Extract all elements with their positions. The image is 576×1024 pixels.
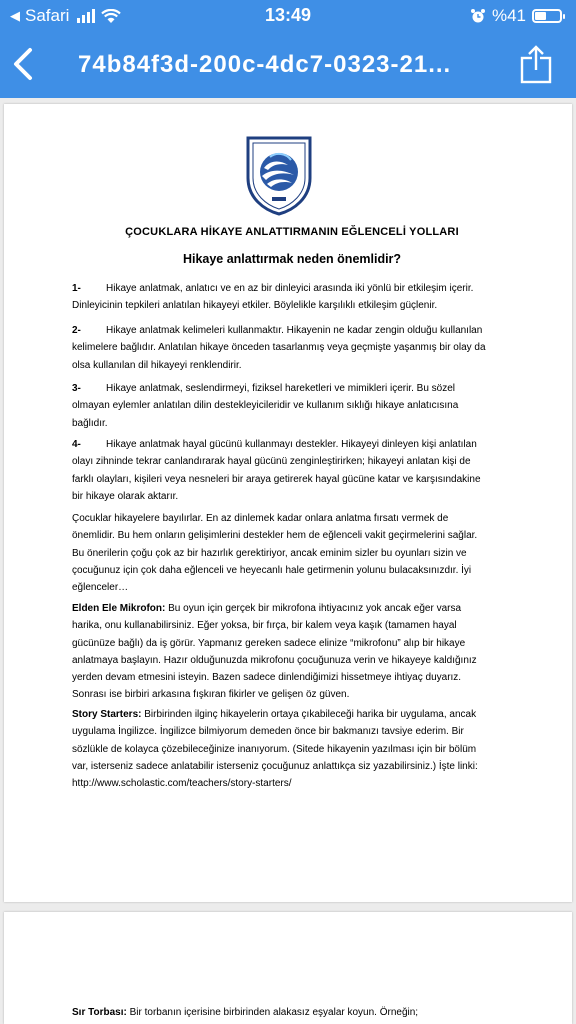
item-line: kelimelere bağlıdır. Anlatılan hikaye önceden tasarlanmış veya geçmişte yaşanmış bir olay da [72, 342, 486, 354]
paragraph-line: Birbirinden ilginç hikayelerin ortaya çıkabileceği harika bir uygulama, ancak [141, 709, 477, 720]
story-starters-link[interactable]: http://www.scholastic.com/teachers/story-starters/ [72, 778, 292, 790]
back-to-app-icon[interactable]: ◀ [10, 8, 20, 23]
reason-item-3 [72, 380, 512, 432]
paragraph-line: harika, onu kullanabilirsiniz. Eğer yoksa, bir fırça, bir kalem veya kaşık (tamamen hayal [72, 620, 457, 632]
item-line: Hikaye anlatmak kelimeleri kullanmaktır. Hikayenin ne kadar zengin olduğu kullanılan [106, 325, 483, 336]
mikrofon-paragraph [72, 600, 512, 704]
paragraph-line: önemlidir. Bu hem onların gelişimlerini destekler hem de eğlenceli vakit geçirmelerini sağlar. [72, 530, 478, 542]
paragraph-line: anlatmaya başlayın. Hazır olduğunuzda mikrofonu çocuğunuza verin ve hikayeye kaldığınız [72, 654, 477, 666]
item-line: Hikaye anlatmak, anlatıcı ve en az bir dinleyici arasında iki yönlü bir etkileşim içerir. [106, 283, 474, 294]
item-line: olmayan eylemler anlatılan dilin destekleyicileridir ve kullanım sıklığı hikaye anlatıcısına [72, 400, 459, 412]
intro-paragraph [72, 510, 512, 596]
status-time: 13:49 [264, 5, 312, 25]
document-page-2 [4, 912, 572, 1024]
item-line: Hikaye anlatmak hayal gücünü kullanmayı destekler. Hikayeyi dinleyen kişi anlatılan [106, 439, 477, 450]
paragraph-line: eğlenceler… [72, 582, 129, 594]
paragraph-line: sözlükle de kolayca çözebileceğinize inanıyorum. (Sitede hikayenin yazılması için bir bölüm [72, 743, 477, 755]
paragraph-line: çocuğunuz için çok daha eğlenceli ve heyecanlı hale getirmenin yolunu bulacaksınızdır. İyi [72, 564, 472, 576]
item-number: 2- [72, 325, 81, 336]
item-line: olayı zihninde tekrar canlandırarak hayal gücünü zenginleştirirken; hikayeyi anlatan kişi de [72, 456, 471, 468]
item-line: Dinleyicinin tepkileri anlatılan hikayeyi etkiler. Böylelikle karşılıklı etkileşim güçlenir. [72, 300, 438, 312]
paragraph-line: gücünüze bağlı) da iş görür. Yapmanız gereken sadece elinize “mikrofonu” alıp bir hikaye [72, 637, 466, 649]
battery-icon [532, 9, 562, 23]
item-line: bağlıdır. [72, 417, 108, 429]
item-number: 4- [72, 439, 81, 450]
paragraph-line: yerden devam etmesini isteyin. Bazen sadece dinlendiğimizi hissetmeye ihtiyaç duyarız. [72, 672, 462, 684]
paragraph-line: Bu oyun için gerçek bir mikrofona ihtiyacınız yok ancak eğer varsa [165, 603, 462, 614]
reason-item-4 [72, 436, 512, 505]
paragraph-line: Çocuklar hikayelere bayılırlar. En az dinlemek kadar onlara anlatma fırsatı vermek de [72, 513, 449, 524]
item-number: 1- [72, 283, 81, 294]
story-starters-paragraph [72, 706, 512, 792]
paragraph-label: Sır Torbası: [72, 1007, 127, 1018]
sir-torbasi-paragraph [72, 1004, 512, 1021]
battery-percent: %41 [491, 6, 526, 25]
status-bar [0, 0, 576, 32]
paragraph-line: Bu önerilerin çoğu çok az bir hazırlık gerektiriyor, ancak eminim sizler bu oyunları sizin ve [72, 547, 467, 559]
status-right [470, 6, 562, 26]
paragraph-label: Story Starters: [72, 709, 142, 720]
document-heading: ÇOCUKLARA HİKAYE ANLATTIRMANIN EĞLENCELİ YOLLARI [125, 226, 459, 238]
item-line: olsa kullanılan dil hikayeyi renklendirir. [72, 359, 242, 371]
item-number: 3- [72, 383, 81, 394]
reason-item-2 [72, 322, 512, 374]
paragraph-line: uygulama İngilizce. İngilizce bilmiyorum demeden önce bir bakmanızı tavsiye ederim. Bir [72, 726, 464, 738]
carrier-label[interactable]: Safari [25, 6, 70, 25]
reason-item-1 [72, 280, 512, 315]
paragraph-line: var, isterseniz sadece anlatabilir isterseniz çocuğunuz anlattıkça siz yazabilirsiniz.) İşte linki: [72, 760, 478, 772]
back-chevron-icon[interactable] [10, 46, 40, 82]
alarm-clock-icon [470, 8, 486, 24]
item-line: bir hikaye olarak aktarır. [72, 490, 179, 502]
document-subheading: Hikaye anlattırmak neden önemlidir? [182, 252, 402, 266]
share-icon[interactable] [520, 44, 552, 84]
item-line: Hikaye anlatmak, seslendirmeyi, fiziksel hareketleri ve mimikleri içerir. Bu sözel [106, 383, 455, 394]
document-title: 74b84f3d-200c-4dc7-0323-21... [78, 51, 452, 78]
battery-fill [535, 12, 546, 20]
school-logo-icon [244, 132, 314, 216]
item-line: farklı olayları, kişileri veya nesneleri bir araya getirerek hayal gücüne katar ve karşısındakine [72, 473, 481, 485]
paragraph-line: Bir torbanın içerisine birbirinden alakasız eşyalar koyun. Örneğin; [126, 1007, 419, 1018]
document-page-1 [4, 104, 572, 902]
navigation-bar [0, 32, 576, 98]
paragraph-line: Sonrası ise birbiri arkasına fışkıran fikirler ve gelişen öz güven. [72, 689, 350, 701]
paragraph-label: Elden Ele Mikrofon: [72, 603, 166, 614]
